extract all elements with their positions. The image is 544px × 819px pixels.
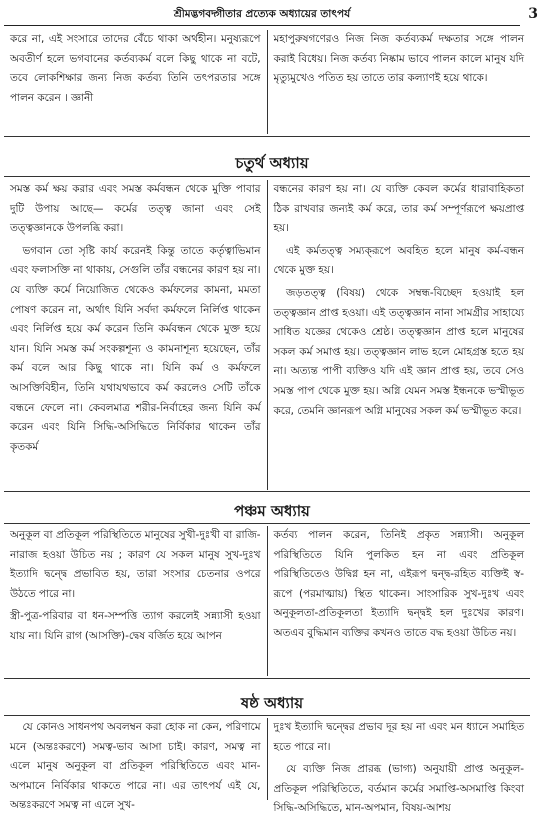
paragraph: বন্ধনের কারণ হয় না। যে ব্যক্তি কেবল কর্মের ধারাবাহিকতা ঠিক রাখবার জন্যই কর্ম করে, তার কর্ম সম্পূর্ণরূপে ক্ষয়প্রাপ্ত হয়।	[273, 183, 524, 235]
chapter-heading: ষষ্ঠ অধ্যায়	[240, 694, 304, 712]
divider	[4, 523, 530, 524]
divider	[4, 176, 530, 177]
paragraph: স্ত্রী-পুত্র-পরিবার বা ধন-সম্পত্তি ত্যাগ করলেই সন্ন্যাসী হওয়া যায় না। যিনি রাগ (আসক্তি)-দ্বেষ বর্জিত হয়ে আপন	[10, 610, 261, 642]
header-title: শ্রীমদ্ভগবদ্গীতার প্রত্যেক অধ্যায়ের তাৎপর্য	[173, 8, 351, 20]
chapter-4-section	[4, 180, 530, 490]
paragraph: কর্তব্য পালন করেন, তিনিই প্রকৃত সন্ন্যাসী। অনুকূল পরিস্থিতিতে যিনি পুলকিত হন না এবং প্রতিকূল পরিস্থিতিতেও উদ্বিগ্ন হন না, এইরূপ দ্বন্দ্ব-রহিত ব্যক্তিই স্ব-রূপে (পরমাত্মায়) স্থিত থাকেন। সাংসারিক সুখ-দুঃখ এবং অনুকূলতা-প্রতিকূলতা ইত্যাদি দ্বন্দ্বই হল দুঃখের কারণ। অতএব বুদ্ধিমান ব্যক্তির কখনও তাতে বদ্ধ হওয়া উচিত নয়।	[273, 529, 524, 639]
chapter-5-section	[4, 526, 530, 676]
paragraph: যে কোনও সাধনপথ অবলম্বন করা হোক না কেন, পরিণামে মনে (অন্তঃকরণে) সমত্ব-ভাব আসা চাই। কারণ, সমত্ব না এলে মানুষ অনুকূল বা প্রতিকূল পরিস্থিতিতে এবং মান-অপমানে নির্বিকার থাকতে পারে না। এর তাৎপর্য এই যে, অন্তঃকরণে সমত্ব না এলে সুখ-	[10, 721, 261, 812]
paragraph: মহাপুরুষগণেরও নিজ নিজ কর্তব্যকর্ম দক্ষতার সঙ্গে পালন করাই বিধেয়। নিজ কর্তব্য নিষ্কাম ভাবে পালন কালে মানুষ যদি মৃত্যুমুখেও পতিত হয় তাতে তার কল্যাণই হয়ে থাকে।	[273, 33, 524, 85]
page-number: 3	[528, 6, 538, 22]
chapter-6-right-column	[267, 718, 531, 815]
paragraph: জড়তত্ত্ব (বিষয়) থেকে সম্বন্ধ-বিচ্ছেদ হওয়াই হল তত্ত্বজ্ঞান প্রাপ্ত হওয়া। এই তত্ত্বজ্ঞান নানা সামগ্রীর সাহায্যে সাধিত যজ্ঞের থেকেও শ্রেষ্ঠ। তত্ত্বজ্ঞান প্রাপ্ত হলে মানুষের সকল কর্ম সমাপ্ত হয়। তত্ত্বজ্ঞান লাভ হলে মোহগ্রস্ত হতে হয় না। অত্যন্ত পাপী ব্যক্তিও যদি এই জ্ঞান প্রাপ্ত হয়, তবে সেও সমস্ত পাপ থেকে মুক্ত হয়। অগ্নি যেমন সমস্ত ইন্ধনকে ভস্মীভূত করে, তেমনি জ্ঞানরূপ অগ্নি মানুষের সকল কর্ম ভস্মীভূত করে।	[273, 286, 524, 417]
intro-left-column	[4, 30, 267, 134]
divider	[4, 715, 530, 716]
chapter-4-right-column	[267, 180, 531, 490]
intro-section	[4, 30, 530, 134]
paragraph: এই কর্মতত্ত্ব সম্যক্‌রূপে অবহিত হলে মানুষ কর্ম-বন্ধন থেকে মুক্ত হয়।	[273, 244, 524, 277]
paragraph: করে না, এই সংসারে তাদের বেঁচে থাকা অর্থহীন। মনুষ্যরূপে অবতীর্ণ হলে ভগবানের কর্তব্যকর্ম বলে কিছু থাকে না বটে, তবে লোকশিক্ষার জন্য নিজ কর্তব্য তিনি তৎপরতার সঙ্গে পালন করেন । জ্ঞানী	[10, 33, 261, 104]
paragraph: যে ব্যক্তি নিজ প্রারব্ধ (ভাগ্য) অনুযায়ী প্রাপ্ত অনুকূল-প্রতিকূল পরিস্থিতিতে, বর্তমান কর্মের সমাপ্তি-অসমাপ্তি কিংবা সিদ্ধি-অসিদ্ধিতে, মান-অপমান, বিষয়-আশয়	[273, 763, 524, 815]
chapter-6-left-column	[4, 718, 267, 812]
paragraph: ভগবান তো সৃষ্টি কার্য করেনই কিন্তু তাতে কর্তৃত্বাভিমান এবং ফলাসক্তি না থাকায়, সেগুলি তাঁর বন্ধনের কারণ হয় না। যে ব্যক্তি কর্মে নিয়োজিত থেকেও কর্মফলের কামনা, মমতা পোষণ করেন না, অর্থাৎ যিনি সর্বদা কর্মফলে নির্লিপ্ত থাকেন এবং নির্লিপ্ত হয়ে কর্ম করেন তিনি কর্মবন্ধন থেকে মুক্ত হয়ে যান। যিনি সমস্ত কর্ম সংকল্পশূন্য ও কামনাশূন্য হয়েছেন, তাঁর কর্ম বলে আর কিছু থাকে না। যিনি কর্ম ও কর্মফলে আসক্তিবিহীন, তিনি যথাযথভাবে কর্ম করলেও সেটি তাঁকে বন্ধনে ফেলে না। কেবলমাত্র শরীর-নির্বাহের জন্য যিনি কর্ম করেন এবং যিনি সিদ্ধি-অসিদ্ধিতে নির্বিকার থাকেন তাঁর কৃতকর্ম	[10, 244, 261, 453]
chapter-5-left-column	[4, 526, 267, 676]
paragraph: দুঃখ ইত্যাদি দ্বন্দ্বের প্রভাব দূর হয় না এবং মন ধ্যানে সমাহিত হতে পারে না।	[273, 721, 524, 753]
chapter-4-left-column	[4, 180, 267, 490]
divider	[4, 136, 530, 137]
intro-right-column	[267, 30, 531, 134]
paragraph: অনুকূল বা প্রতিকূল পরিস্থিতিতে মানুষের সুখী-দুঃখী বা রাজি-নারাজ হওয়া উচিত নয় ; কারণ যে সকল মানুষ সুখ-দুঃখ ইত্যাদি দ্বন্দ্বে প্রভাবিত হয়, তারা সংসার চেতনার ওপরে উঠতে পারে না।	[10, 529, 261, 600]
running-header	[4, 4, 520, 26]
divider	[4, 678, 530, 679]
chapter-5-right-column	[267, 526, 531, 676]
chapter-heading: পঞ্চম অধ্যায়	[234, 502, 310, 520]
chapter-heading: চতুর্থ অধ্যায়	[235, 154, 309, 172]
paragraph: সমস্ত কর্ম ক্ষয় করার এবং সমস্ত কর্মবন্ধন থেকে মুক্তি পাবার দুটি উপায় আছে— কর্মের তত্ত্ব জানা এবং সেই তত্ত্বজ্ঞানকে উপলব্ধি করা।	[10, 183, 261, 235]
chapter-6-section	[4, 718, 530, 815]
divider	[4, 491, 530, 492]
